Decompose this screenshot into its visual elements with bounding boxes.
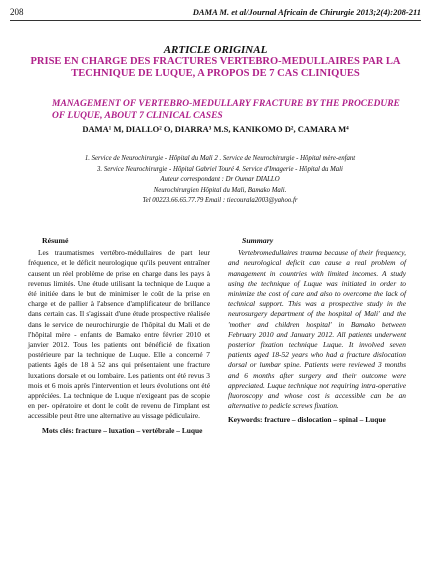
affiliation-line: 3. Service Neurochirurgie - Hôpital Gabriel Touré 4. Service d'Imagerie - Hôpital du Mali <box>97 165 343 173</box>
author-list: DAMA¹ M, DIALLO² O, DIARRA³ M.S, KANIKOMO D², CAMARA M⁴ <box>82 124 349 134</box>
summary-heading: Summary <box>242 236 274 245</box>
resume-text: Les traumatismes vertébro-médullaires de part leur fréquence, et le déficit neurologique qu'ils peuvent entraîner causent un réel problème de prise en charge dans les pays à revenus limités. Une étude utilisant la technique de Luque a été initiée dans le but de minimiser le coût de la prise en charge et de pallier à l'absence d'amplificateur de brillance dans certain cas. Il s'agissait d'une étude prospective réalisée dans le service de neurochirurgie de l'hôpital du Mali et de l'hôpital mère - enfants de Bamako entre février 2010 et janvier 2012. Tous les patients ont bénéficié de fixation postérieure par la technique de Luque. Elle a concerné 7 patients âgés de 18 à 52 ans qui présentaient une fracture luxations dorsale et ou lombaire. Les patients ont été revus 3 mois et 6 mois après l'intervention et leurs évolutions ont été appréciées. La technique de Luque n'exigeant pas de scopie en per- opératoire et dont le coût de revenu de l'implant est accessible peut être une alternative au vissage pédiculaire. <box>28 248 210 421</box>
running-header <box>10 7 421 21</box>
english-title: MANAGEMENT OF VERTEBRO-MEDULLARY FRACTURE BY THE PROCEDURE OF LUQUE, ABOUT 7 CLINICAL CASES <box>52 99 400 121</box>
resume-column <box>28 236 210 436</box>
journal-citation: DAMA M. et al/Journal Africain de Chirurgie 2013;2(4):208-211 <box>192 7 421 17</box>
article-type-heading: ARTICLE ORIGINAL <box>163 44 268 56</box>
author-institution: Neurochirurgien Hôpital du Mali, Bamako Mali. <box>153 186 287 194</box>
summary-keywords: Keywords: fracture – dislocation – spinal – Luque <box>228 415 386 425</box>
resume-heading: Résumé <box>42 236 69 245</box>
summary-text: Vertebromedullaires trauma because of their frequency, and neurological deficit can cause a real problem of management in countries with limited incomes. A study using the technique of Luque was initiated in order to minimize the cost of care and also to overcome the lack of technical support. This was a prospective study in the neurosurgery department of the hospital of Mali' and the 'mother and children hospital' in Bamako between February 2010 and January 2012. All patients underwent posterior fixation technique Luque. It involved seven patients aged 18-52 years who had a fracture dislocation dorsal or lumbar spine. Patients were reviewed 3 months and 6 months after surgery and their outcome were appreciated. Luque technique not requiring intra-operative fluoroscopy and whose cost is accessible can be an alternative to pedicle screws fixation. <box>228 248 406 411</box>
summary-column <box>228 236 406 426</box>
resume-keywords: Mots clés: fracture – luxation – vertébrale – Luque <box>42 425 203 435</box>
corresponding-author: Auteur correspondant : Dr Oumar DIALLO <box>160 176 280 183</box>
contact-info: Tel 00223.66.65.77.79 Email : tiecourala2003@yahoo.fr <box>142 197 298 204</box>
affiliation-line: 1. Service de Neurochirurgie - Hôpital du Mali 2 . Service de Neurochirurgie - Hôpital mère-enfant <box>84 155 356 162</box>
header-rule <box>10 20 421 21</box>
affiliations <box>30 154 410 207</box>
page-number: 208 <box>10 7 24 17</box>
french-title: PRISE EN CHARGE DES FRACTURES VERTEBRO-MEDULLAIRES PAR LA TECHNIQUE DE LUQUE, A PROPOS DE 7 CAS CLINIQUES <box>30 56 401 79</box>
